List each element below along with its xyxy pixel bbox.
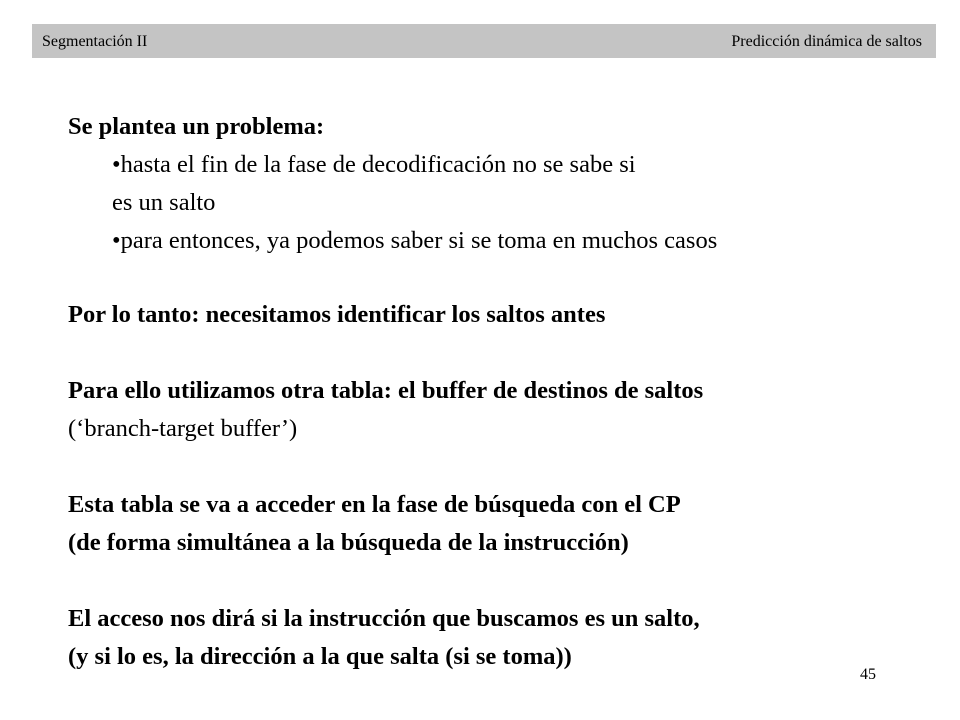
access-result-line2: (y si lo es, la dirección a la que salta (si se toma)) (68, 643, 572, 670)
access-phase-line2: (de forma simultánea a la búsqueda de la instrucción) (68, 529, 629, 556)
conclusion-line: Por lo tanto: necesitamos identificar los saltos antes (68, 301, 606, 328)
problem-heading: Se plantea un problema: (68, 113, 325, 140)
header-topic-title: Predicción dinámica de saltos (731, 33, 922, 50)
access-phase-line1: Esta tabla se va a acceder en la fase de búsqueda con el CP (68, 491, 681, 518)
bullet-taken-line: •para entonces, ya podemos saber si se toma en muchos casos (112, 227, 718, 254)
access-result-line1: El acceso nos dirá si la instrucción que buscamos es un salto, (68, 605, 700, 632)
page-number: 45 (860, 666, 876, 683)
slide-header-bar (32, 24, 936, 58)
bullet-decode-line1: •hasta el fin de la fase de decodificación no se sabe si (112, 151, 636, 178)
btb-intro-line1: Para ello utilizamos otra tabla: el buffer de destinos de saltos (68, 377, 704, 404)
btb-intro-line2: (‘branch-target buffer’) (68, 415, 298, 442)
bullet-decode-line2: es un salto (112, 189, 216, 216)
header-section-title: Segmentación II (42, 33, 148, 50)
